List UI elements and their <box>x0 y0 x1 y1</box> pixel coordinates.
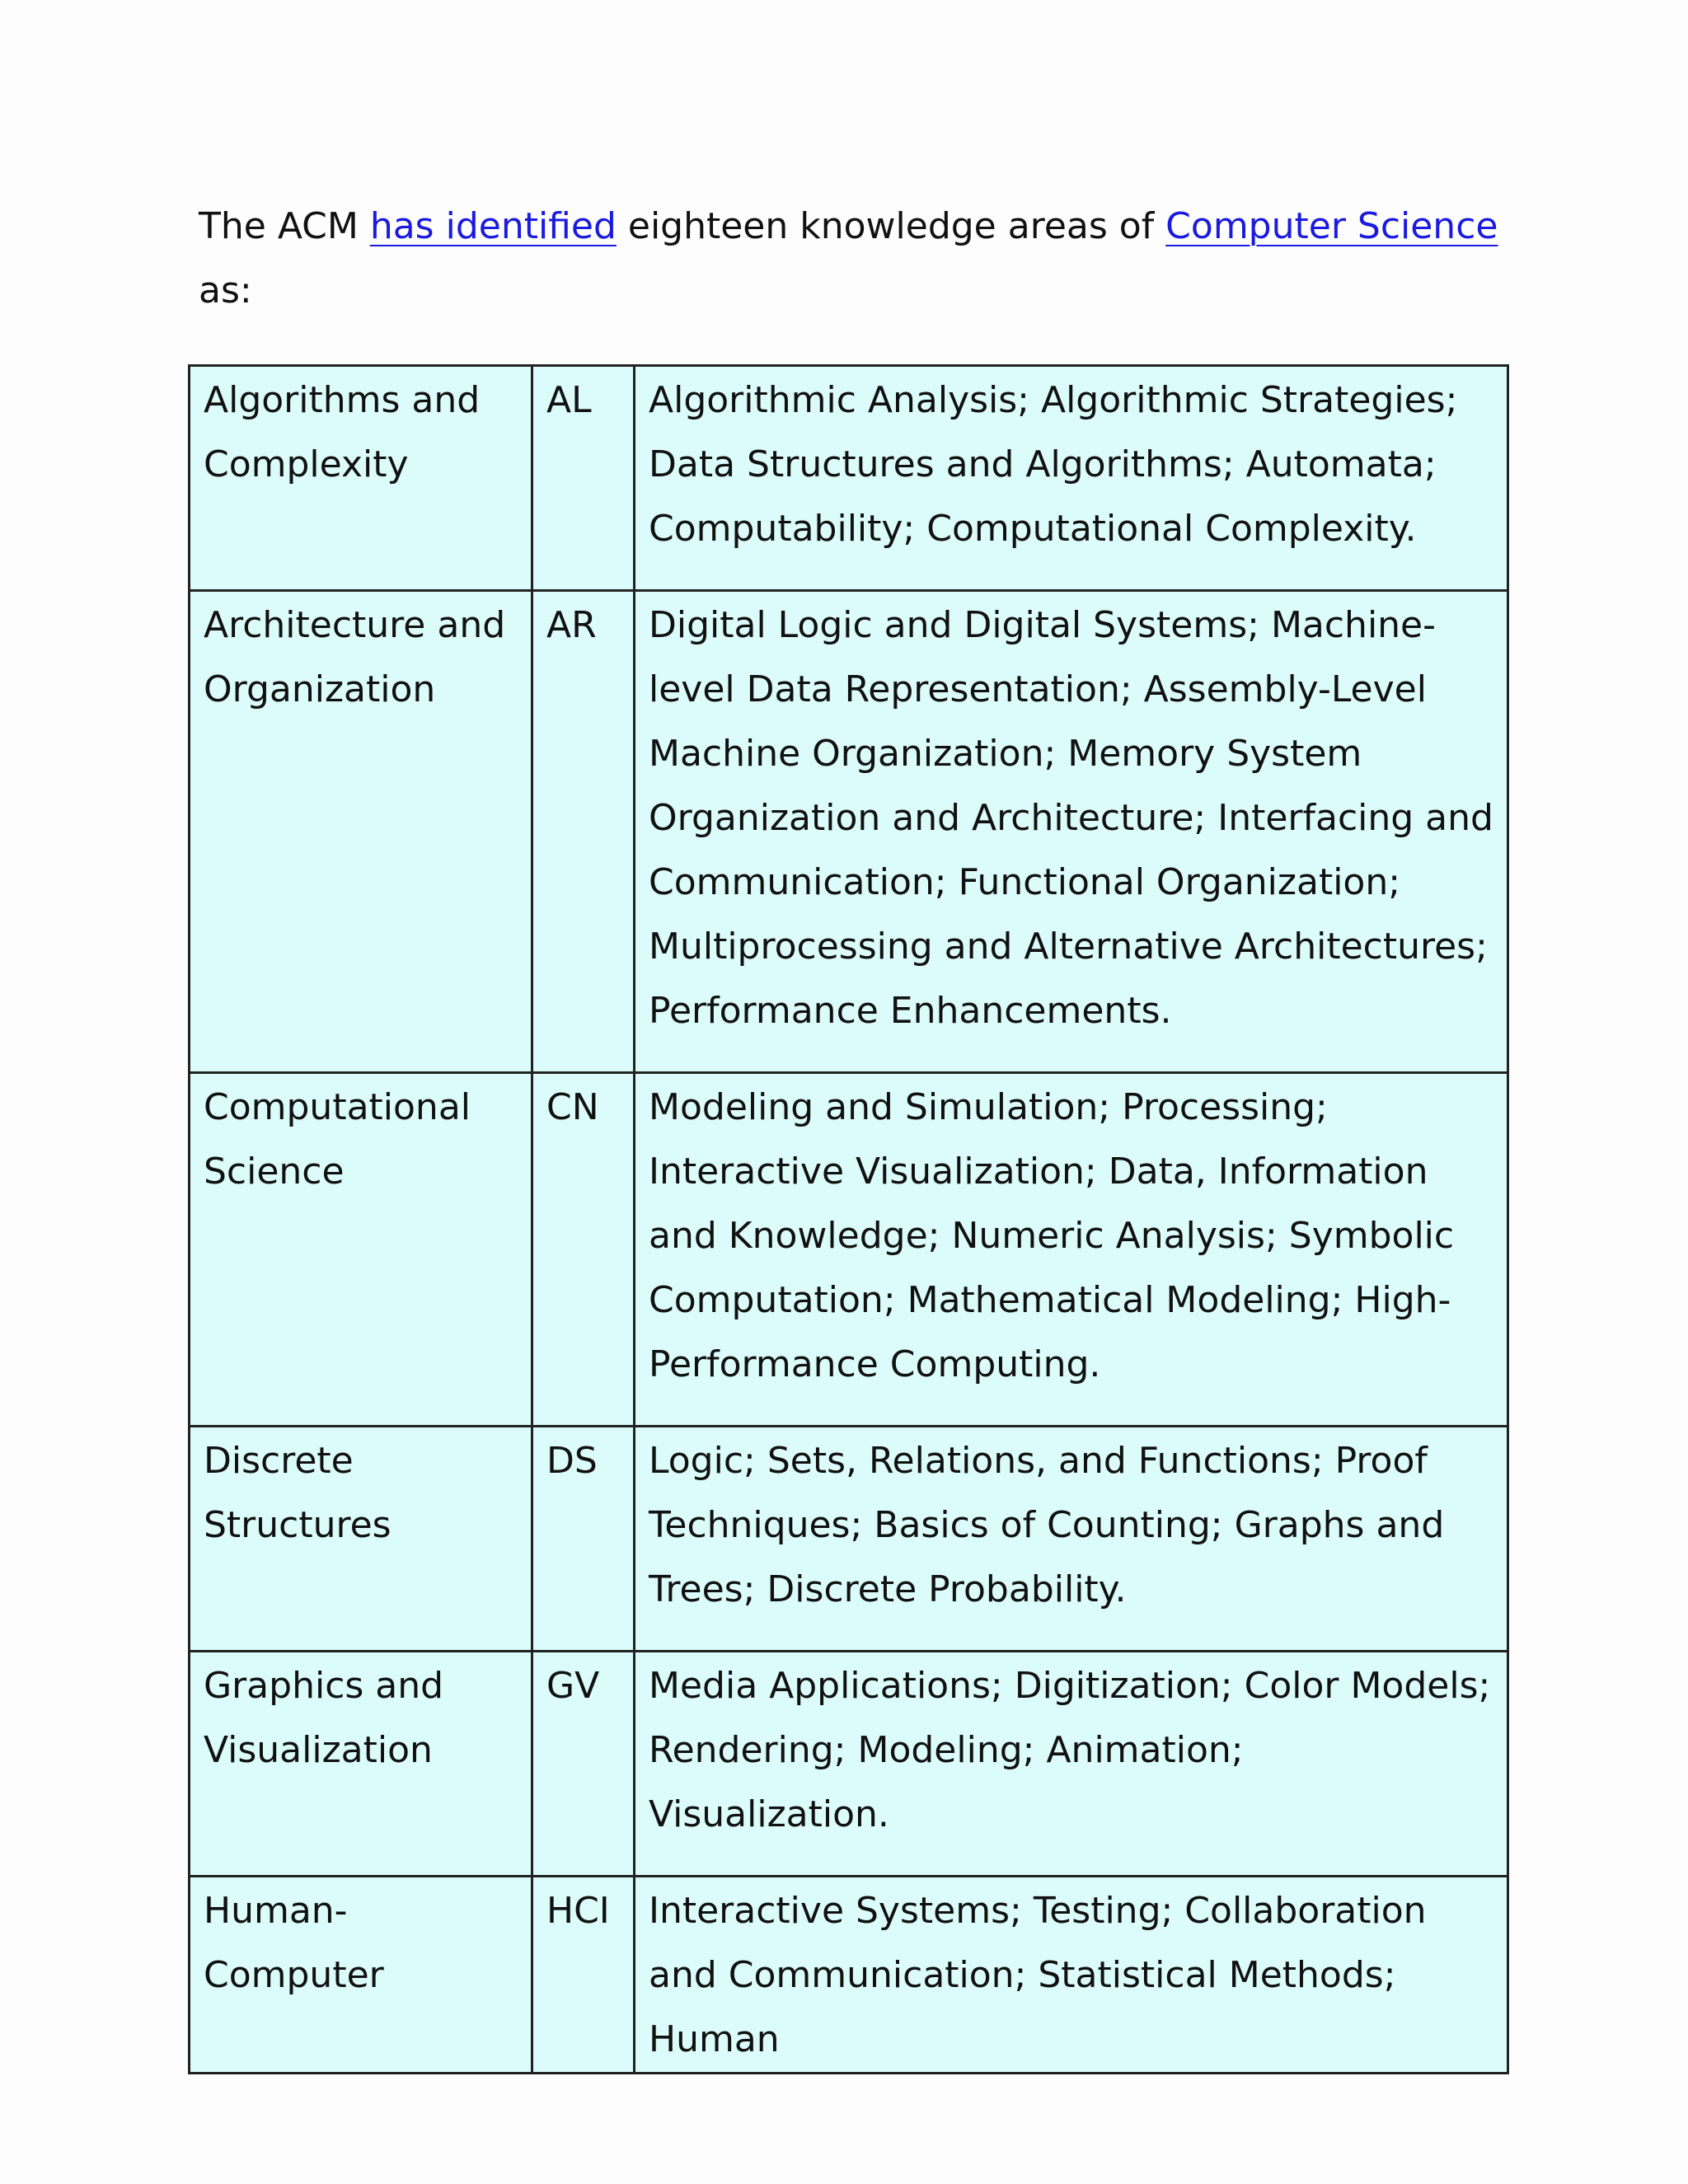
area-code: AL <box>532 366 635 591</box>
knowledge-areas-table <box>188 364 1509 2074</box>
area-topics: Interactive Systems; Testing; Collaboration and Communication; Statistical Methods; Human <box>635 1877 1508 2074</box>
intro-paragraph <box>199 194 1517 323</box>
intro-suffix: as: <box>199 269 252 312</box>
area-name: Discrete Structures <box>190 1427 532 1652</box>
table-row <box>190 366 1508 591</box>
area-topics: Media Applications; Digitization; Color Models; Rendering; Modeling; Animation; Visualization. <box>635 1652 1508 1877</box>
area-name: Human-Computer <box>190 1877 532 2074</box>
area-name: Graphics and Visualization <box>190 1652 532 1877</box>
area-topics: Digital Logic and Digital Systems; Machine-level Data Representation; Assembly-Level Machine Organization; Memory System Organization and Architecture; Interfacing and Communication; Functional Organization; Multiprocessing and Alternative Architectures; Performance Enhancements. <box>635 591 1508 1073</box>
table-row <box>190 1073 1508 1427</box>
area-topics: Logic; Sets, Relations, and Functions; Proof Techniques; Basics of Counting; Graphs and Trees; Discrete Probability. <box>635 1427 1508 1652</box>
table-row <box>190 1652 1508 1877</box>
area-name: Architecture and Organization <box>190 591 532 1073</box>
area-code: HCI <box>532 1877 635 2074</box>
has-identified-link[interactable]: has identified <box>369 205 617 247</box>
computer-science-link[interactable]: Computer Science <box>1165 205 1498 247</box>
area-topics: Modeling and Simulation; Processing; Interactive Visualization; Data, Information and Knowledge; Numeric Analysis; Symbolic Computation; Mathematical Modeling; High-Performance Computing. <box>635 1073 1508 1427</box>
area-code: CN <box>532 1073 635 1427</box>
area-name: Algorithms and Complexity <box>190 366 532 591</box>
area-name: Computational Science <box>190 1073 532 1427</box>
intro-prefix: The ACM <box>199 205 370 247</box>
table-row <box>190 1877 1508 2074</box>
area-topics: Algorithmic Analysis; Algorithmic Strategies; Data Structures and Algorithms; Automata; Computability; Computational Complexity. <box>635 366 1508 591</box>
table-row <box>190 1427 1508 1652</box>
area-code: AR <box>532 591 635 1073</box>
area-code: GV <box>532 1652 635 1877</box>
area-code: DS <box>532 1427 635 1652</box>
intro-middle: eighteen knowledge areas of <box>616 205 1166 247</box>
table-row <box>190 591 1508 1073</box>
